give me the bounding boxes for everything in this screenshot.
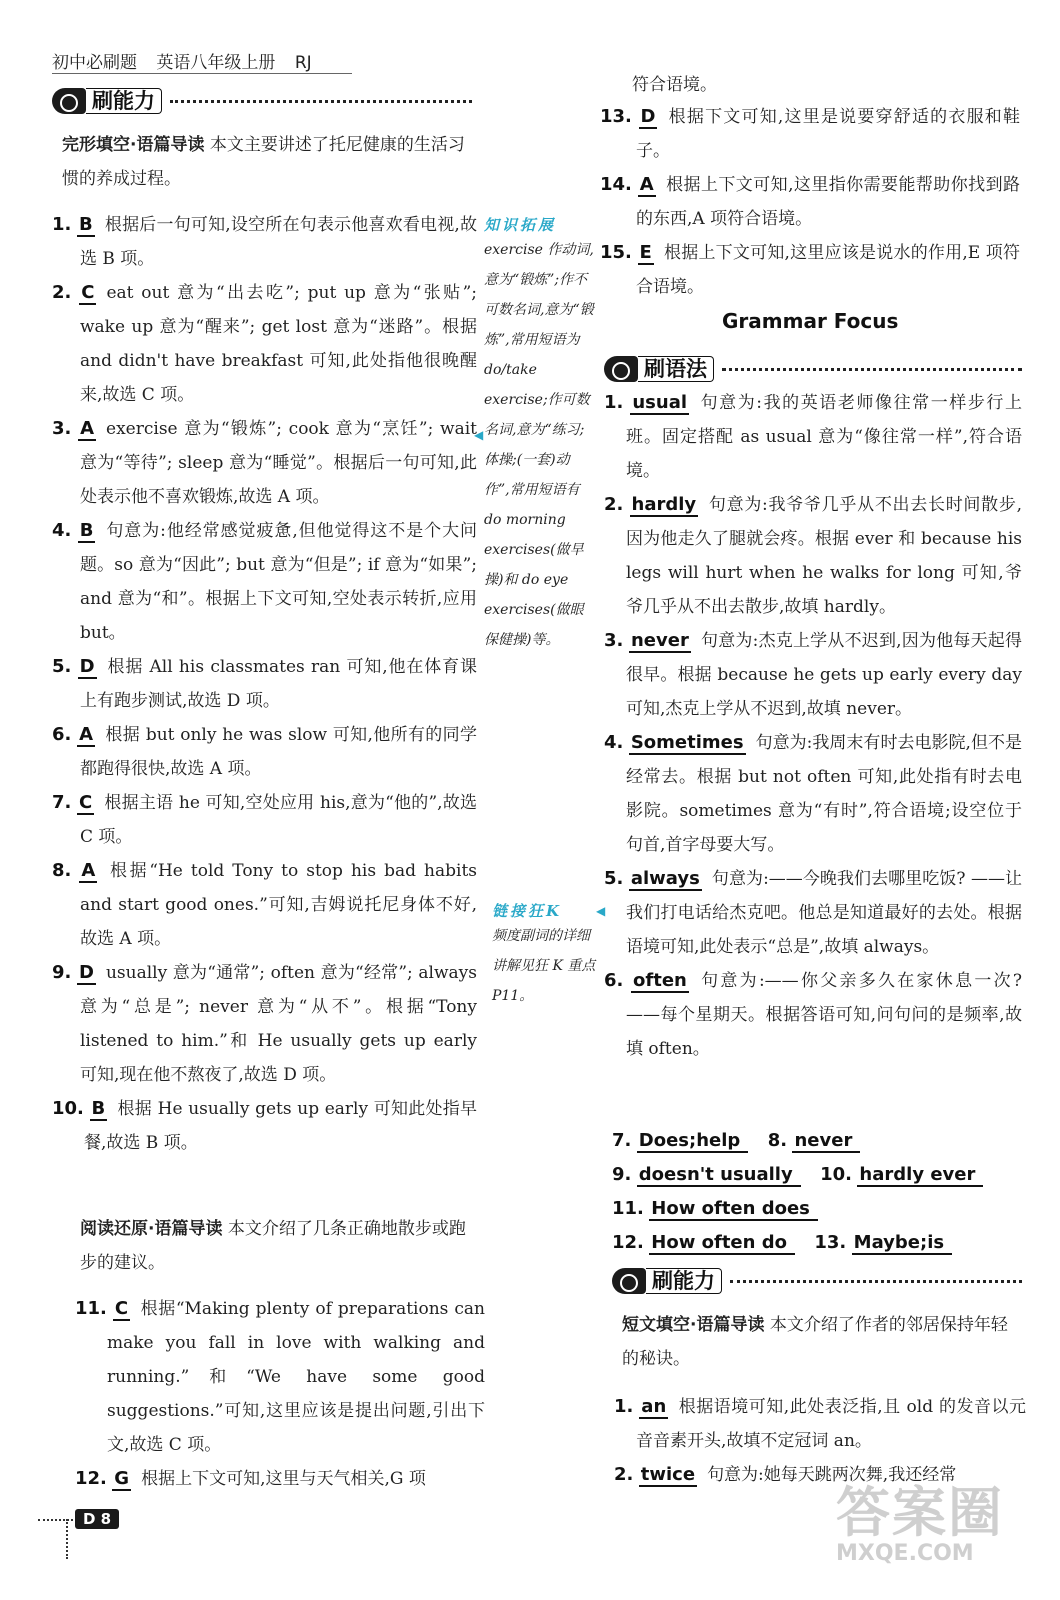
answer-item	[614, 1390, 1026, 1458]
intro-text: 本文主要讲述了托尼健康的生活习惯的养成过程。	[62, 135, 465, 189]
item-answer: Sometimes	[630, 732, 744, 753]
reading-answers	[75, 1292, 485, 1496]
item-answer: C	[81, 282, 95, 303]
book-title: 初中必刷题	[52, 53, 137, 73]
subject-title: 英语八年级上册	[156, 53, 276, 73]
item-number: 7.	[52, 792, 72, 813]
item-answer: B	[91, 1098, 106, 1119]
answer-item	[600, 168, 1020, 236]
item-answer: never	[792, 1130, 860, 1153]
link-note	[492, 900, 602, 1011]
grammar-answers	[604, 386, 1022, 1066]
intro-cloze	[62, 128, 472, 196]
answer-item	[52, 1092, 477, 1160]
answer-item	[75, 1462, 485, 1496]
item-number: 7.	[612, 1130, 632, 1151]
item-answer: D	[640, 106, 656, 127]
page-number: D 8	[75, 1509, 119, 1529]
item-number: 6.	[52, 724, 72, 745]
item-explanation: 句意为:我爷爷几乎从不出去长时间散步,因为他走久了腿就会疼。根据 ever 和 because his legs will hurt when he walks for long 可知,爷爷几乎从不出去散步,故填 hardly。	[626, 495, 1023, 617]
answer-item	[52, 412, 477, 514]
watermark-text: 答案圈	[836, 1481, 1004, 1544]
item-explanation: 根据 All his classmates ran 可知,他在体育课上有跑步测试,故选 D 项。	[80, 657, 477, 711]
answer-item	[604, 862, 1022, 964]
item-explanation: 根据 but only he was slow 可知,他所有的同学都跑得很快,故选 A 项。	[80, 725, 477, 779]
item-number: 10.	[820, 1164, 853, 1185]
intro-label: 阅读还原·语篇导读	[80, 1219, 223, 1239]
item-answer: How often do	[649, 1232, 795, 1255]
item-number: 4.	[604, 732, 624, 753]
item-number: 8.	[52, 860, 72, 881]
item-answer: hardly ever	[857, 1164, 983, 1187]
item-answer: G	[114, 1468, 130, 1489]
item-explanation: 句意为:——你父亲多久在家休息一次? ——每个星期天。根据答语可知,问句问的是频率,故填 often。	[626, 971, 1022, 1059]
item-answer: How often does	[649, 1198, 818, 1221]
item-explanation: 根据后一句可知,设空所在句表示他喜欢看电视,故选 B 项。	[80, 215, 478, 269]
sidebar-text: 频度副词的详细讲解见狂 K 重点 P11。	[492, 928, 596, 1004]
item-answer: A	[639, 174, 654, 195]
dotted-rule	[170, 100, 472, 103]
item-explanation: usually 意为“通常”; often 意为“经常”; always 意为“总是”; never 意为“从不”。根据“Tony listened to him.”和 He usually gets up early 可知,现在他不熬夜了,故选 D 项。	[80, 963, 477, 1085]
item-number: 14.	[600, 174, 632, 195]
item-explanation: 句意为:我周末有时去电影院,但不是经常去。根据 but not often 可知,此处指有时去电影院。sometimes 意为“有时”,符合语境;设空位于句首,首字母要大写。	[626, 733, 1023, 855]
section-title: 刷能力	[646, 1268, 722, 1294]
answer-item	[600, 100, 1020, 168]
item-answer: never	[630, 630, 689, 651]
item-number: 2.	[614, 1464, 634, 1485]
item-answer: A	[79, 724, 94, 745]
answer-item	[52, 514, 477, 650]
header-rule	[52, 73, 352, 74]
item-answer: often	[633, 970, 687, 991]
item-number: 1.	[614, 1396, 634, 1417]
item-answer: A	[81, 860, 96, 881]
item-explanation: eat out 意为“出去吃”; put up 意为“张贴”; wake up 意为“醒来”; get lost 意为“迷路”。根据 and didn't have breakfast 可知,此处指他很晚醒来,故选 C 项。	[80, 283, 478, 405]
item-number: 15.	[600, 242, 632, 263]
item-number: 11.	[75, 1298, 107, 1319]
item-number: 4.	[52, 520, 72, 541]
reading-answers-continued	[600, 100, 1020, 304]
intro-label: 短文填空·语篇导读	[622, 1315, 765, 1335]
item-answer: E	[639, 242, 652, 263]
item-number: 5.	[52, 656, 72, 677]
continued-text: 符合语境。	[632, 75, 717, 95]
item-explanation: 根据上下文可知,这里指你需要能帮助你找到路的东西,A 项符合语境。	[636, 175, 1021, 229]
answer-item	[52, 718, 477, 786]
item-explanation: 句意为:——今晚我们去哪里吃饭? ——让我们打电话给杰克吧。他总是知道最好的去处。根据语境可知,此处表示“总是”,故填 always。	[626, 869, 1023, 957]
pointer-arrow-icon: ◀	[474, 428, 484, 442]
page-header	[52, 48, 326, 73]
knowledge-extension-note	[484, 214, 594, 655]
intro-label: 完形填空·语篇导读	[62, 135, 205, 155]
dotted-rule	[730, 1280, 1022, 1283]
item-explanation: 句意为:他经常感觉疲惫,但他觉得这不是个大问题。so 意为“因此”; but 意为“但是”; if 意为“如果”; and 意为“和”。根据上下文可知,空处表示转折,应用 but。	[80, 521, 477, 643]
answer-item	[52, 650, 477, 718]
pointer-arrow-icon: ◀	[596, 904, 606, 918]
answer-item	[604, 488, 1022, 624]
item-number: 3.	[604, 630, 624, 651]
section-badge-icon	[612, 1268, 646, 1294]
cloze-answers	[52, 208, 477, 1160]
item-number: 10.	[52, 1098, 84, 1119]
item-number: 11.	[612, 1198, 644, 1219]
intro-fill-in	[622, 1308, 1022, 1376]
intro-text: 本文介绍了作者的邻居保持年轻的秘诀。	[622, 1315, 1008, 1369]
item-answer: C	[114, 1298, 129, 1319]
item-answer: D	[79, 962, 94, 983]
section-badge-icon	[52, 88, 86, 114]
item-number: 12.	[612, 1232, 644, 1253]
sidebar-title: 链接狂K	[492, 902, 563, 920]
dotted-rule	[722, 368, 1022, 371]
watermark-url: MXQE.COM	[836, 1541, 974, 1566]
answer-item	[604, 624, 1022, 726]
item-answer: Maybe;is	[852, 1232, 952, 1255]
left-section-heading	[52, 86, 472, 116]
item-number: 13.	[814, 1232, 847, 1253]
item-explanation: 根据“He told Tony to stop his bad habits and start good ones.”可知,吉姆说托尼身体不好,故选 A 项。	[80, 861, 477, 949]
short-answer-row	[612, 1124, 1022, 1158]
item-explanation: 根据上下文可知,这里与天气相关,G 项	[141, 1469, 426, 1489]
sidebar-text: exercise 作动词,意为“锻炼”;作不可数名词,意为“锻炼”,常用短语为 do/take exercise;作可数名词,意为“练习;体操;(一套)动作”,常用短语有 do morning exercises(做早操)和 do eye exercises(做眼保健操)等。	[484, 242, 594, 648]
item-explanation: 句意为:杰克上学从不迟到,因为他每天起得很早。根据 because he gets up early every day 可知,杰克上学从不迟到,故填 never。	[626, 631, 1022, 719]
short-answer-row	[612, 1226, 1022, 1260]
item-number: 1.	[604, 392, 624, 413]
item-explanation: exercise 意为“锻炼”; cook 意为“烹饪”; wait 意为“等待”; sleep 意为“睡觉”。根据后一句可知,此处表示他不喜欢锻炼,故选 A 项。	[80, 419, 477, 507]
intro-text: 本文介绍了几条正确地散步或跑步的建议。	[80, 1219, 466, 1273]
answer-item	[604, 964, 1022, 1066]
ability-section-heading	[612, 1266, 1022, 1296]
item-explanation: 根据下文可知,这里是说要穿舒适的衣服和鞋子。	[636, 107, 1021, 161]
item-answer: D	[79, 656, 95, 677]
item-answer: always	[630, 868, 700, 889]
item-number: 1.	[52, 214, 72, 235]
answer-item	[604, 386, 1022, 488]
answer-item	[52, 956, 477, 1092]
item-number: 2.	[52, 282, 72, 303]
short-answers	[612, 1124, 1022, 1260]
item-number: 2.	[604, 494, 624, 515]
answer-item	[604, 726, 1022, 862]
answer-item	[52, 854, 477, 956]
item-number: 5.	[604, 868, 624, 889]
item-answer: A	[80, 418, 95, 439]
answer-item	[600, 236, 1020, 304]
intro-reading	[80, 1212, 480, 1280]
item-number: 9.	[612, 1164, 632, 1185]
item-number: 12.	[75, 1468, 107, 1489]
item-answer: an	[641, 1396, 667, 1417]
section-badge-icon	[604, 356, 638, 382]
item-number: 9.	[52, 962, 72, 983]
sidebar-title: 知识拓展	[484, 216, 557, 234]
grammar-focus-heading: Grammar Focus	[722, 309, 899, 333]
item-answer: B	[78, 214, 93, 235]
item-answer: doesn't usually	[637, 1164, 801, 1187]
answer-item	[52, 786, 477, 854]
item-answer: Does;help	[637, 1130, 749, 1153]
grammar-section-heading	[604, 354, 1022, 384]
item-answer: B	[79, 520, 94, 541]
page-corner-dots	[66, 1519, 68, 1559]
item-answer: C	[79, 792, 93, 813]
item-explanation: 根据主语 he 可知,空处应用 his,意为“他的”,故选 C 项。	[80, 793, 477, 847]
item-answer: hardly	[631, 494, 697, 515]
item-explanation: 根据 He usually gets up early 可知此处指早餐,故选 B 项。	[84, 1099, 477, 1153]
answer-item	[52, 276, 477, 412]
item-explanation: 根据语境可知,此处表泛指,且 old 的发音以元音音素开头,故填不定冠词 an。	[636, 1397, 1027, 1451]
short-answer-row	[612, 1192, 1022, 1226]
answer-item	[75, 1292, 485, 1462]
answer-item	[52, 208, 477, 276]
edition-label: RJ	[294, 53, 312, 73]
item-number: 8.	[767, 1130, 788, 1151]
item-number: 3.	[52, 418, 72, 439]
item-number: 13.	[600, 106, 632, 127]
item-answer: usual	[632, 392, 688, 413]
section-title: 刷能力	[86, 88, 162, 114]
item-answer: twice	[640, 1464, 696, 1485]
watermark-logo	[836, 1470, 1026, 1580]
item-number: 6.	[604, 970, 624, 991]
item-explanation: 根据上下文可知,这里应该是说水的作用,E 项符合语境。	[636, 243, 1020, 297]
short-answer-row	[612, 1158, 1022, 1192]
item-explanation: 句意为:我的英语老师像往常一样步行上班。固定搭配 as usual 意为“像往常一样”,符合语境。	[626, 393, 1023, 481]
item-explanation: 句意为:她每天跳两次舞,我还经常	[707, 1465, 957, 1485]
section-title: 刷语法	[638, 356, 714, 382]
item-explanation: 根据“Making plenty of preparations can make you fall in love with walking and running.”和“We have some good suggestions.”可知,这里应该是提出问题,引出下文,故选 C 项。	[107, 1299, 485, 1455]
